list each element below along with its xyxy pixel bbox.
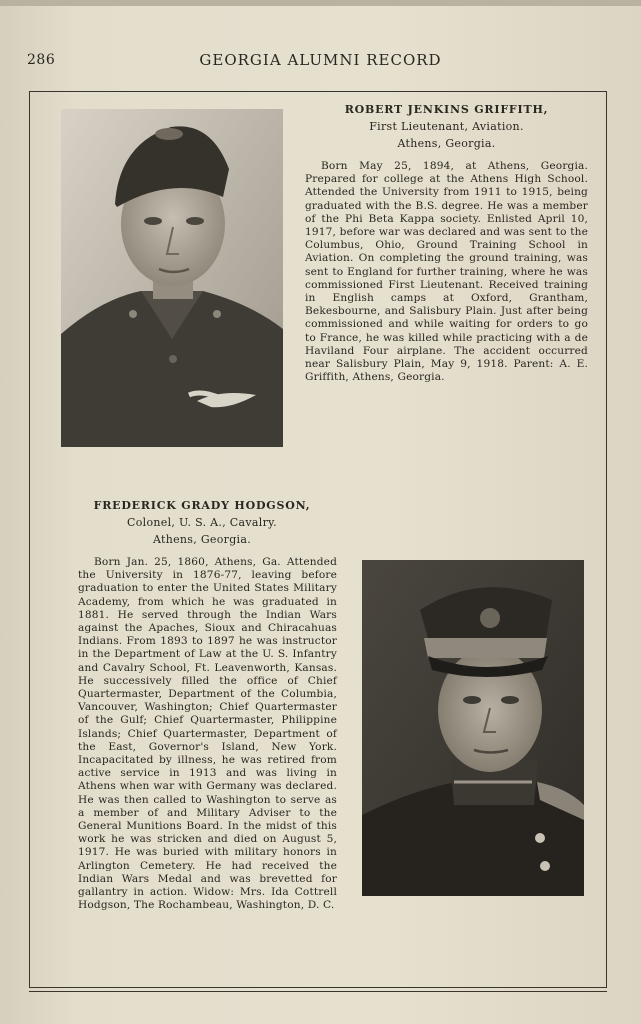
entry-rank: First Lieutenant, Aviation. <box>369 120 524 133</box>
entry-hodgson <box>78 497 337 912</box>
entry-griffith <box>305 101 588 384</box>
entry-hometown: Athens, Georgia. <box>397 137 496 150</box>
entry-biography: Born Jan. 25, 1860, Athens, Ga. Attended the University in 1876-77, leaving before graduation to enter the United States Military Academy, from which he was graduated in 1881. He served through the Indian Wars against the Apaches, Sioux and Chiracahuas Indians. From 1893 to 1897 he was instructor in the Department of Law at the U. S. Infantry and Cavalry School, Ft. Leavenworth, Kansas. He successively filled the office of Chief Quartermaster, Department of the Columbia, Vancouver, Washington; Chief Quartermaster of the Gulf; Chief Quartermaster, Philippine Islands; Chief Quartermaster, Department of the East, Governor's Island, New York. Incapacitated by illness, he was retired from active service in 1913 and was living in Athens when war with Germany was declared. He was then called to Washington to serve as a member of and Military Adviser to the General Munitions Board. In the midst of this work he was stricken and died on August 5, 1917. He was buried with military honors in Arlington Cemetery. He had received the Indian Wars Medal and was brevetted for gallantry in action. Widow: Mrs. Ida Cottrell Hodgson, The Rochambeau, Washington, D. C. <box>78 556 337 912</box>
page-top-edge <box>0 0 641 6</box>
page-number: 286 <box>27 52 56 68</box>
entry-hometown: Athens, Georgia. <box>152 533 252 546</box>
entry-rank: Colonel, U. S. A., Cavalry. <box>127 516 277 529</box>
bottom-rule <box>29 991 607 992</box>
portrait-photo-hodgson <box>362 560 584 896</box>
portrait-photo-griffith <box>61 109 283 447</box>
entry-name: FREDERICK GRADY HODGSON, <box>93 499 311 512</box>
running-head: GEORGIA ALUMNI RECORD <box>199 51 442 69</box>
entry-name: ROBERT JENKINS GRIFFITH, <box>344 103 549 116</box>
entry-biography: Born May 25, 1894, at Athens, Georgia. Prepared for college at the Athens High School. Attended the University from 1911 to 1915, being graduated with the B.S. degree. He was a member of the Phi Beta Kappa society. Enlisted April 10, 1917, before war was declared and was sent to the Columbus, Ohio, Ground Training School in Aviation. On completing the ground training, was sent to England for further training, where he was commissioned First Lieutenant. Received training in English camps at Oxford, Grantham, Bekesbourne, and Salisbury Plain. Just after being commissioned and while waiting for orders to go to France, he was killed while practicing with a de Haviland Four airplane. The accident occurred near Salisbury Plain, May 9, 1918. Parent: A. E. Griffith, Athens, Georgia. <box>305 160 588 384</box>
